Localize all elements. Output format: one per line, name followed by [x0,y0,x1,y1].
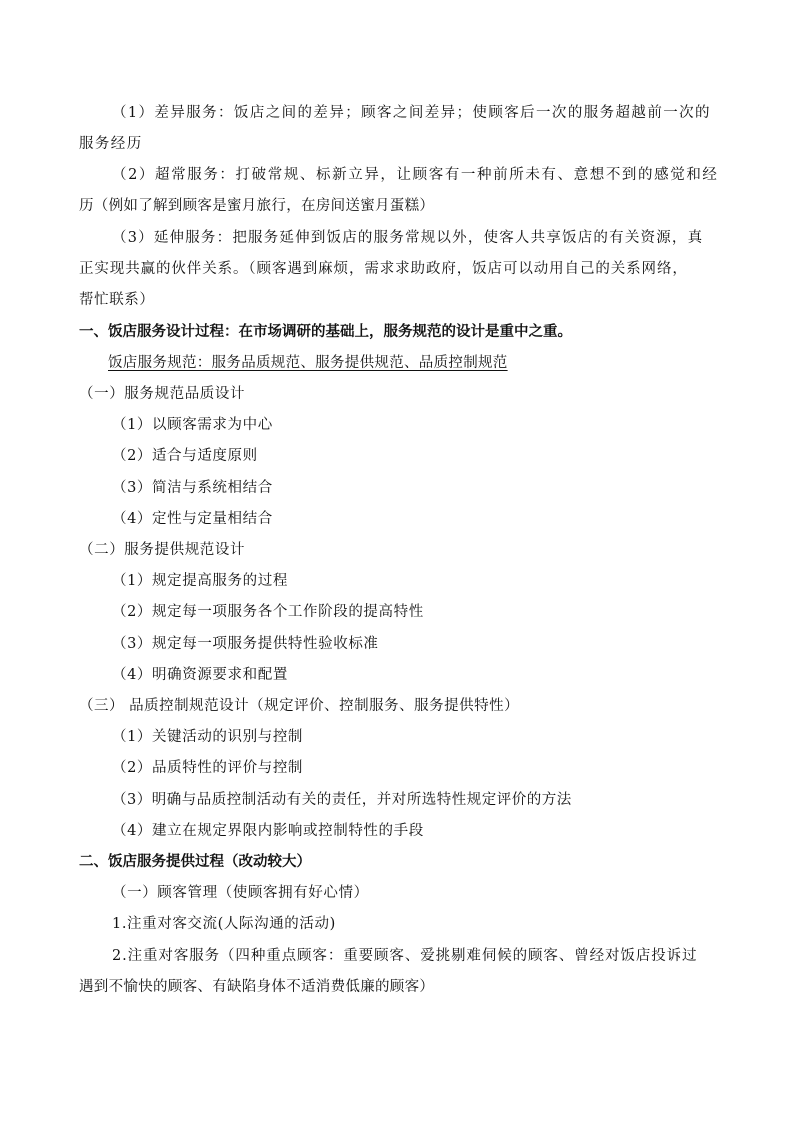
list-item: （3）简洁与系统相结合 [112,480,273,496]
subsection-heading: （二）服务提供规范设计 [79,542,246,558]
list-item: （1）规定提高服务的过程 [112,573,288,589]
list-item: （4）定性与定量相结合 [112,511,273,527]
list-item: （4）建立在规定界限内影响或控制特性的手段 [112,823,424,839]
list-item: （3）规定每一项服务提供特性验收标准 [112,636,379,652]
subsection-heading: （一）顾客管理（使顾客拥有好心情） [112,885,369,901]
list-item: （2）规定每一项服务各个工作阶段的提高特性 [112,604,424,620]
paragraph-line: 正实现共赢的伙伴关系。（顾客遇到麻烦，需求求助政府，饭店可以动用自己的关系网络， [79,261,688,277]
paragraph-line: 遇到不愉快的顾客、有缺陷身体不适消费低廉的顾客） [79,979,435,995]
list-item: （4）明确资源要求和配置 [112,667,288,683]
list-item: （3）明确与品质控制活动有关的责任，并对所选特性规定评价的方法 [112,792,572,808]
list-item: 1.注重对客交流(人际沟通的活动) [112,916,336,932]
underlined-summary: 饭店服务规范：服务品质规范、服务提供规范、品质控制规范 [108,355,508,371]
paragraph-line: （1）差异服务：饭店之间的差异；顾客之间差异；使顾客后一次的服务超越前一次的 [112,105,711,121]
section-heading-1: 一、饭店服务设计过程：在市场调研的基础上，服务规范的设计是重中之重。 [79,324,572,340]
list-item: 2.注重对客服务（四种重点顾客：重要顾客、爱挑剔难伺候的顾客、曾经对饭店投诉过 [112,948,698,964]
paragraph-line: （2）超常服务：打破常规、标新立异，让顾客有一种前所未有、意想不到的感觉和经 [112,167,719,183]
paragraph-line: 服务经历 [79,136,143,152]
subsection-heading: （一）服务规范品质设计 [79,386,246,402]
list-item: （2）适合与适度原则 [112,448,258,464]
paragraph-line: 帮忙联系） [79,292,155,308]
subsection-heading: （三） 品质控制规范设计（规定评价、控制服务、服务提供特性） [79,698,520,714]
list-item: （1）以顾客需求为中心 [112,417,273,433]
list-item: （1）关键活动的识别与控制 [112,729,304,745]
section-heading-2: 二、饭店服务提供过程（改动较大） [79,854,311,870]
paragraph-line: 历（例如了解到顾客是蜜月旅行，在房间送蜜月蛋糕） [79,198,435,214]
list-item: （2）品质特性的评价与控制 [112,760,304,776]
paragraph-line: （3）延伸服务：把服务延伸到饭店的服务常规以外，使客人共享饭店的有关资源，真 [112,230,704,246]
